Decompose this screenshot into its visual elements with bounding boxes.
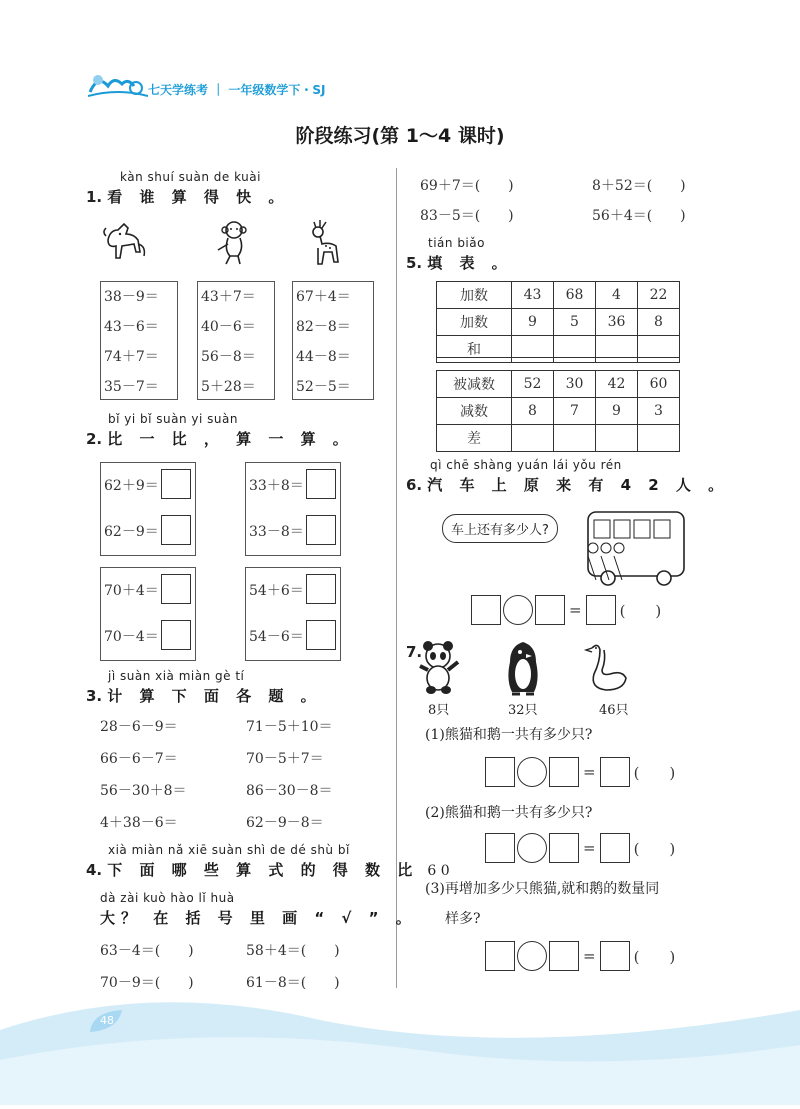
operator-circle[interactable] (503, 595, 533, 625)
q2-expr: 70＋4＝ (104, 583, 159, 599)
row-label: 和 (437, 336, 512, 363)
q2-box-4 (245, 567, 341, 661)
subtraction-table (436, 370, 680, 452)
table-cell: 68 (554, 282, 596, 309)
q2-box-3 (100, 567, 196, 661)
q1-expr: 74＋7＝ (104, 349, 159, 365)
q3-expr: 70－5＋7＝ (246, 751, 324, 767)
table-cell: 30 (554, 371, 596, 398)
q7-sub-3-cont: 样多? (445, 911, 481, 927)
table-cell: 42 (596, 371, 638, 398)
q4-item: 61－8＝( ) (246, 975, 340, 991)
series-name: 七天学练考 (148, 83, 209, 97)
q5-heading (406, 252, 513, 273)
answer-box[interactable] (161, 620, 191, 650)
row-label: 差 (437, 425, 512, 452)
answer-box[interactable] (161, 515, 191, 545)
q2-pinyin: bǐ yi bǐ suàn yi suàn (108, 412, 238, 426)
q1-expr: 67＋4＝ (296, 289, 351, 305)
series-subtitle: 一年级数学下・SJ (228, 83, 326, 97)
equals-sign: = (583, 839, 596, 857)
q6-equation (471, 595, 661, 625)
answer-cell[interactable] (596, 336, 638, 363)
q4-item: 69＋7＝( ) (420, 178, 514, 194)
q7-sub-2: (2)熊猫和鹅一共有多少只? (425, 805, 593, 821)
row-label: 减数 (437, 398, 512, 425)
q4-text-1: 下 面 哪 些 算 式 的 得 数 比 (107, 861, 419, 879)
row-label: 加数 (437, 309, 512, 336)
q6-pinyin: qì chē shàng yuán lái yǒu rén (430, 458, 622, 472)
q2-expr: 62＋9＝ (104, 478, 159, 494)
table-row (437, 336, 680, 363)
answer-box[interactable] (549, 757, 579, 787)
answer-box[interactable] (535, 595, 565, 625)
penguin-count: 32只 (508, 703, 538, 718)
answer-cell[interactable] (638, 336, 680, 363)
q3-expr: 66－6－7＝ (100, 751, 178, 767)
answer-box[interactable] (306, 515, 336, 545)
q4-item: 70－9＝( ) (100, 975, 194, 991)
q2-expr: 54＋6＝ (249, 583, 304, 599)
q1-number: 1. (86, 188, 103, 206)
q7-number: 7. (406, 643, 423, 661)
answer-box[interactable] (306, 469, 336, 499)
q2-heading (86, 428, 354, 449)
q1-expr: 52－5＝ (296, 379, 351, 395)
table-cell: 3 (638, 398, 680, 425)
q3-text: 计 算 下 面 各 题 。 (107, 687, 322, 705)
q5-pinyin: tián biǎo (428, 236, 485, 250)
table-cell: 52 (512, 371, 554, 398)
page-title: 阶段练习(第 1～4 课时) (295, 125, 505, 147)
q1-text: 看 谁 算 得 快 。 (107, 188, 290, 206)
row-label: 被减数 (437, 371, 512, 398)
penguin-icon (500, 640, 546, 700)
q4-item: 56＋4＝( ) (592, 208, 686, 224)
q3-expr: 4＋38－6＝ (100, 815, 178, 831)
equals-sign: = (583, 763, 596, 781)
answer-cell[interactable] (512, 336, 554, 363)
q2-expr: 33－8＝ (249, 524, 304, 540)
q3-expr: 28－6－9＝ (100, 719, 178, 735)
table-cell: 9 (596, 398, 638, 425)
answer-box[interactable] (471, 595, 501, 625)
q6-text: 汽 车 上 原 来 有 4 2 人 。 (427, 476, 730, 494)
q4-item: 63－4＝( ) (100, 943, 194, 959)
q4-number-60: 6 0 (427, 863, 450, 879)
q4-text-2: 大？ 在 括 号 里 画 “ √ ” 。 (100, 909, 417, 927)
q2-box-1 (100, 462, 196, 556)
q4-item: 83－5＝( ) (420, 208, 514, 224)
answer-box[interactable] (600, 757, 630, 787)
answer-box[interactable] (485, 941, 515, 971)
answer-box[interactable] (600, 941, 630, 971)
q2-expr: 70－4＝ (104, 629, 159, 645)
q6-number: 6. (406, 476, 423, 494)
q1-pinyin: kàn shuí suàn de kuài (120, 170, 261, 184)
table-row (437, 371, 680, 398)
table-cell: 22 (638, 282, 680, 309)
answer-cell[interactable] (554, 425, 596, 452)
equals-sign: = (569, 601, 582, 619)
answer-box[interactable] (485, 833, 515, 863)
q4-pinyin-2: dà zài kuò hào lǐ huà (100, 891, 235, 905)
q3-expr: 71－5＋10＝ (246, 719, 333, 735)
q7-equation-1 (485, 757, 675, 787)
deer-icon (300, 218, 348, 272)
answer-cell[interactable] (554, 336, 596, 363)
q1-column-3 (292, 281, 374, 400)
unit-paren[interactable]: ( ) (619, 601, 662, 620)
unit-paren[interactable]: ( ) (633, 763, 676, 782)
q4-heading-1 (86, 859, 450, 880)
answer-cell[interactable] (512, 425, 554, 452)
equals-sign: = (583, 947, 596, 965)
unit-paren[interactable]: ( ) (633, 947, 676, 966)
answer-box[interactable] (600, 833, 630, 863)
q6-heading (406, 474, 729, 495)
panda-icon (416, 640, 466, 700)
q1-expr: 43－6＝ (104, 319, 159, 335)
table-cell: 36 (596, 309, 638, 336)
q2-expr: 33＋8＝ (249, 478, 304, 494)
goose-icon (582, 640, 630, 700)
q1-expr: 35－7＝ (104, 379, 159, 395)
q1-column-1 (100, 281, 178, 400)
q1-heading (86, 186, 289, 207)
table-row (437, 282, 680, 309)
table-separator (436, 357, 680, 358)
table-cell: 5 (554, 309, 596, 336)
operator-circle[interactable] (517, 941, 547, 971)
q7-sub-3: (3)再增加多少只熊猫,就和鹅的数量同 (425, 881, 660, 897)
q3-expr: 62－9－8＝ (246, 815, 324, 831)
q4-pinyin-1: xià miàn nǎ xiē suàn shì de dé shù bǐ (108, 843, 350, 857)
table-row (437, 425, 680, 452)
q2-expr: 62－9＝ (104, 524, 159, 540)
q5-number: 5. (406, 254, 423, 272)
table-row (437, 309, 680, 336)
operator-circle[interactable] (517, 833, 547, 863)
q2-text: 比 一 比 ， 算 一 算 。 (107, 430, 354, 448)
answer-box[interactable] (306, 620, 336, 650)
q3-number: 3. (86, 687, 103, 705)
q1-expr: 44－8＝ (296, 349, 351, 365)
q1-expr: 56－8＝ (201, 349, 256, 365)
q1-expr: 82－8＝ (296, 319, 351, 335)
table-cell: 4 (596, 282, 638, 309)
table-cell: 9 (512, 309, 554, 336)
q3-pinyin: jì suàn xià miàn gè tí (108, 669, 245, 683)
q4-item: 8＋52＝( ) (592, 178, 686, 194)
q1-column-2 (197, 281, 275, 400)
horse-icon (100, 218, 148, 272)
page-number: 48 (100, 1014, 114, 1027)
q1-expr: 43＋7＝ (201, 289, 256, 305)
header-series: 七天学练考 ｜ 一年级数学下・SJ (148, 83, 326, 97)
table-cell: 8 (512, 398, 554, 425)
q3-expr: 56－30＋8＝ (100, 783, 187, 799)
table-cell: 43 (512, 282, 554, 309)
answer-box[interactable] (586, 595, 616, 625)
operator-circle[interactable] (517, 757, 547, 787)
panda-count: 8只 (428, 703, 450, 718)
q2-expr: 54－6＝ (249, 629, 304, 645)
goose-count: 46只 (599, 703, 629, 718)
q1-expr: 40－6＝ (201, 319, 256, 335)
answer-box[interactable] (161, 469, 191, 499)
table-cell: 7 (554, 398, 596, 425)
monkey-icon (208, 218, 256, 272)
q2-number: 2. (86, 430, 103, 448)
q4-item: 58＋4＝( ) (246, 943, 340, 959)
addition-table (436, 281, 680, 363)
q3-expr: 86－30－8＝ (246, 783, 333, 799)
row-label: 加数 (437, 282, 512, 309)
answer-box[interactable] (549, 833, 579, 863)
answer-box[interactable] (161, 574, 191, 604)
answer-box[interactable] (485, 757, 515, 787)
q1-expr: 38－9＝ (104, 289, 159, 305)
q2-box-2 (245, 462, 341, 556)
table-row (437, 398, 680, 425)
answer-cell[interactable] (638, 425, 680, 452)
unit-paren[interactable]: ( ) (633, 839, 676, 858)
table-cell: 8 (638, 309, 680, 336)
answer-cell[interactable] (596, 425, 638, 452)
answer-box[interactable] (549, 941, 579, 971)
q7-equation-3 (485, 941, 675, 971)
series-logo-icon (88, 70, 148, 100)
q7-sub-1: (1)熊猫和鹅一共有多少只? (425, 727, 593, 743)
q5-text: 填 表 。 (427, 254, 513, 272)
table-cell: 60 (638, 371, 680, 398)
q4-number: 4. (86, 861, 103, 879)
q3-heading (86, 685, 322, 706)
q1-expr: 5＋28＝ (201, 379, 256, 395)
answer-box[interactable] (306, 574, 336, 604)
q7-equation-2 (485, 833, 675, 863)
speech-bubble: 车上还有多少人? (442, 514, 558, 543)
